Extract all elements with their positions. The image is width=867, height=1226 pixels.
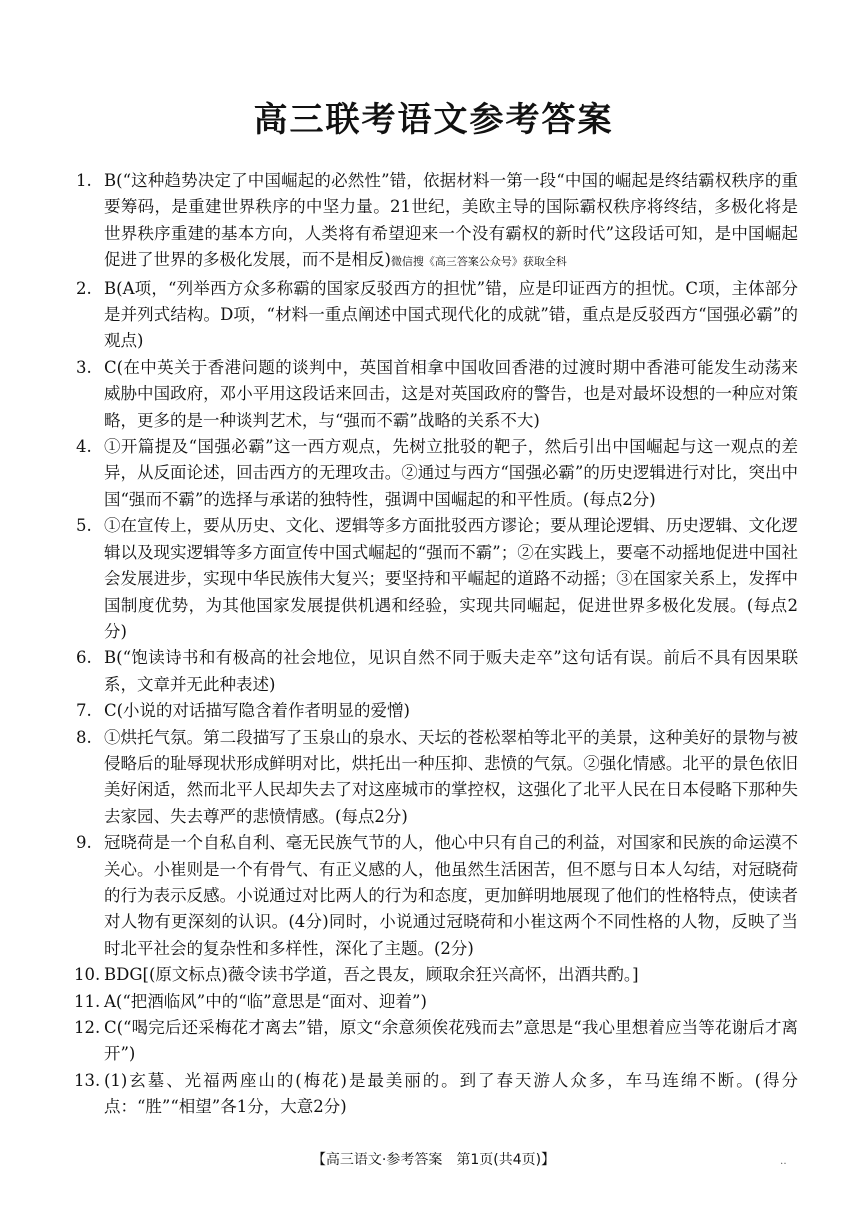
item-text: ①在宣传上，要从历史、文化、逻辑等多方面批驳西方谬论；要从理论逻辑、历史逻辑、文化逻辑以及现实逻辑等多方面宣传中国式崛起的“强而不霸”；②在实践上，要毫不动摇地促进中国社会发展进步，实现中华民族伟大复兴；要坚持和平崛起的道路不动摇；③在国家关系上，发挥中国制度优势，为其他国家发展提供机遇和经验，实现共同崛起，促进世界多极化发展。(每点2分) (104, 516, 798, 641)
item-number: 7. (76, 701, 92, 721)
item-number: 8. (76, 727, 92, 747)
item-number: 4. (76, 437, 92, 457)
item-text: B(“这种趋势决定了中国崛起的必然性”错，依据材料一第一段“中国的崛起是终结霸权秩序的重要筹码，是重建世界秩序的中坚力量。21世纪，美欧主导的国际霸权秩序将终结，多极化将是世界秩序重建的基本方向，人类将有希望迎来一个没有霸权的新时代”这段话可知，是中国崛起促进了世界的多极化发展，而不是相反) (104, 171, 798, 270)
item-text: B(A项，“列举西方众多称霸的国家反驳西方的担忧”错，应是印证西方的担忧。C项，主体部分是并列式结构。D项，“材料一重点阐述中国式现代化的成就”错，重点是反驳西方“国强必霸”的观点) (104, 278, 798, 351)
answer-item-11 (74, 989, 798, 1015)
item-text: 冠晓荷是一个自私自利、毫无民族气节的人，他心中只有自己的利益，对国家和民族的命运漠不关心。小崔则是一个有骨气、有正义感的人，他虽然生活困苦，但不愿与日本人勾结，对冠晓荷的行为表示反感。小说通过对比两人的行为和态度，更加鲜明地展现了他们的性格特点，使读者对人物有更深刻的认识。(4分)同时，小说通过冠晓荷和小崔这两个不同性格的人物，反映了当时北平社会的复杂性和多样性，深化了主题。(2分) (104, 833, 798, 958)
answer-item-10 (74, 962, 798, 988)
page-title: 高三联考语文参考答案 (253, 100, 614, 140)
item-text: ①开篇提及“国强必霸”这一西方观点，先树立批驳的靶子，然后引出中国崛起与这一观点的差异，从反面论述，回击西方的无理攻击。②通过与西方“国强必霸”的历史逻辑进行对比，突出中国“强而不霸”的选择与承诺的独特性，强调中国崛起的和平性质。(每点2分) (104, 437, 798, 509)
item-text: (1)玄墓、光福两座山的(梅花)是最美丽的。到了春天游人众多，车马连绵不断。(得分点：“胜”“相望”各1分，大意2分) (104, 1070, 798, 1117)
item-number: 1. (76, 171, 92, 190)
answer-item-9 (78, 830, 798, 962)
answer-item-1 (78, 168, 798, 276)
item-text: C(小说的对话描写隐含着作者明显的爱憎) (104, 701, 410, 721)
item-number: 9. (76, 833, 92, 853)
footer-mark: ‥ (780, 1156, 787, 1167)
answer-item-3 (78, 355, 798, 434)
item-number: 6. (76, 648, 92, 668)
item-text: C(“喝完后还采梅花才离去”错，原文“余意须俟花残而去”意思是“我心里想着应当等花谢后才离开”) (104, 1018, 798, 1064)
answer-item-12 (74, 1015, 798, 1068)
item-text: A(“把酒临风”中的“临”意思是“面对、迎着”) (104, 991, 427, 1011)
item-text: C(在中英关于香港问题的谈判中，英国首相拿中国收回香港的过渡时期中香港可能发生动荡来威胁中国政府，邓小平用这段话来回击，这是对英国政府的警告，也是对最坏设想的一种应对策略，更多的是一种谈判艺术，与“强而不霸”战略的关系不大) (104, 357, 798, 430)
answer-item-7 (78, 698, 798, 724)
answer-item-5 (78, 513, 798, 645)
item-number: 2. (76, 278, 92, 298)
page-footer: 【高三语文·参考答案 第1页(共4页)】 (311, 1152, 556, 1168)
item-number: 12. (74, 1018, 101, 1037)
item-text: BDG[(原文标点)薇令读书学道，吾之畏友，顾取余狂兴高怀，出酒共酌。] (104, 965, 639, 985)
answer-list (74, 168, 798, 1121)
item-number: 10. (74, 965, 101, 985)
item-number: 5. (76, 516, 92, 536)
item-number: 13. (74, 1070, 101, 1090)
answer-item-8 (78, 725, 798, 831)
answer-item-4 (78, 434, 798, 513)
item-text: B(“饱读诗书和有极高的社会地位，见识自然不同于贩夫走卒”这句话有误。前后不具有因果联系，文章并无此种表述) (104, 648, 798, 694)
item-text: ①烘托气氛。第二段描写了玉泉山的泉水、天坛的苍松翠柏等北平的美景，这种美好的景物与被侵略后的耻辱现状形成鲜明对比，烘托出一种压抑、悲愤的气氛。②强化情感。北平的景色依旧美好闲适，然而北平人民却失去了对这座城市的掌控权，这强化了北平人民在日本侵略下那种失去家园、失去尊严的悲愤情感。(每点2分) (104, 727, 798, 826)
answer-item-2 (78, 276, 798, 355)
item-number: 11. (74, 991, 101, 1011)
item-number: 3. (76, 357, 92, 377)
item-note: 微信搜《高三答案公众号》获取全科 (390, 255, 567, 269)
answer-item-13 (74, 1068, 798, 1121)
answer-item-6 (78, 645, 798, 698)
